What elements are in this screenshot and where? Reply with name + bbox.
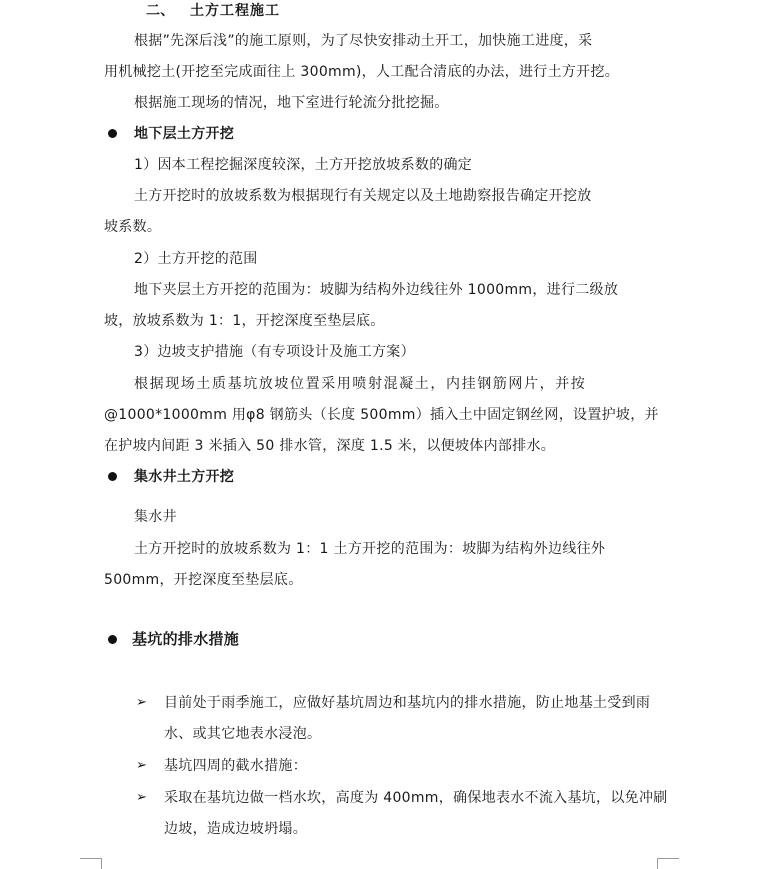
bullet-icon [108,472,117,481]
list-item: 基坑四周的截水措施： [164,758,307,774]
crop-mark [80,858,102,859]
section-title: 土方工程施工 [190,3,280,19]
item-heading: 1）因本工程挖掘深度较深，土方开挖放坡系数的确定 [134,157,473,173]
paragraph-line: 坡系数。 [104,219,162,235]
paragraph-line: 土方开挖时的放坡系数为根据现行有关规定以及土地勘察报告确定开挖放 [134,188,592,204]
list-item: 目前处于雨季施工，应做好基坑周边和基坑内的排水措施，防止地基土受到雨 [164,695,651,711]
paragraph-line: 根据施工现场的情况，地下室进行轮流分批挖掘。 [134,95,449,111]
paragraph-line: 用机械挖土(开挖至完成面往上 300mm)，人工配合清底的办法，进行土方开挖。 [104,64,620,80]
crop-mark [657,858,679,859]
list-item-continuation: 边坡，造成边坡坍塌。 [164,821,307,837]
section-number: 二、 [146,3,175,19]
paragraph-line: 根据现场土质基坑放坡位置采用喷射混凝土，内挂钢筋网片，并按 [134,376,587,392]
list-item: 采取在基坑边做一档水坎，高度为 400mm，确保地表水不流入基坑，以免冲刷 [164,790,668,806]
item-heading: 2）土方开挖的范围 [134,251,258,267]
bullet-icon [108,635,117,644]
item-heading: 3）边坡支护措施（有专项设计及施工方案） [134,344,415,360]
list-item-continuation: 水、或其它地表水浸泡。 [164,726,322,742]
subsection-title: 集水井土方开挖 [134,469,235,485]
crop-mark [657,858,658,869]
crop-mark [101,858,102,869]
subsection-title: 基坑的排水措施 [132,630,240,648]
paragraph-line: 坡，放坡系数为 1：1，开挖深度至垫层底。 [104,313,385,329]
paragraph-line: 地下夹层土方开挖的范围为：坡脚为结构外边线往外 1000mm，进行二级放 [134,282,619,298]
paragraph-line: @1000*1000mm 用φ8 钢筋头（长度 500mm）插入土中固定钢丝网，设置护坡，并 [104,407,659,423]
paragraph-line: 土方开挖时的放坡系数为 1：1 土方开挖的范围为：坡脚为结构外边线往外 [134,541,606,557]
paragraph-line: 在护坡内间距 3 米插入 50 排水管，深度 1.5 米，以便坡体内部排水。 [104,438,556,454]
subsection-title: 地下层土方开挖 [134,126,235,142]
bullet-icon [108,129,117,138]
paragraph-line: 集水井 [134,509,177,525]
arrow-bullet-icon: ➢ [136,695,147,710]
arrow-bullet-icon: ➢ [136,790,147,805]
arrow-bullet-icon: ➢ [136,758,147,773]
paragraph-line: 根据”先深后浅”的施工原则，为了尽快安排动土开工，加快施工进度，采 [134,33,593,49]
paragraph-line: 500mm，开挖深度至垫层底。 [104,572,303,588]
